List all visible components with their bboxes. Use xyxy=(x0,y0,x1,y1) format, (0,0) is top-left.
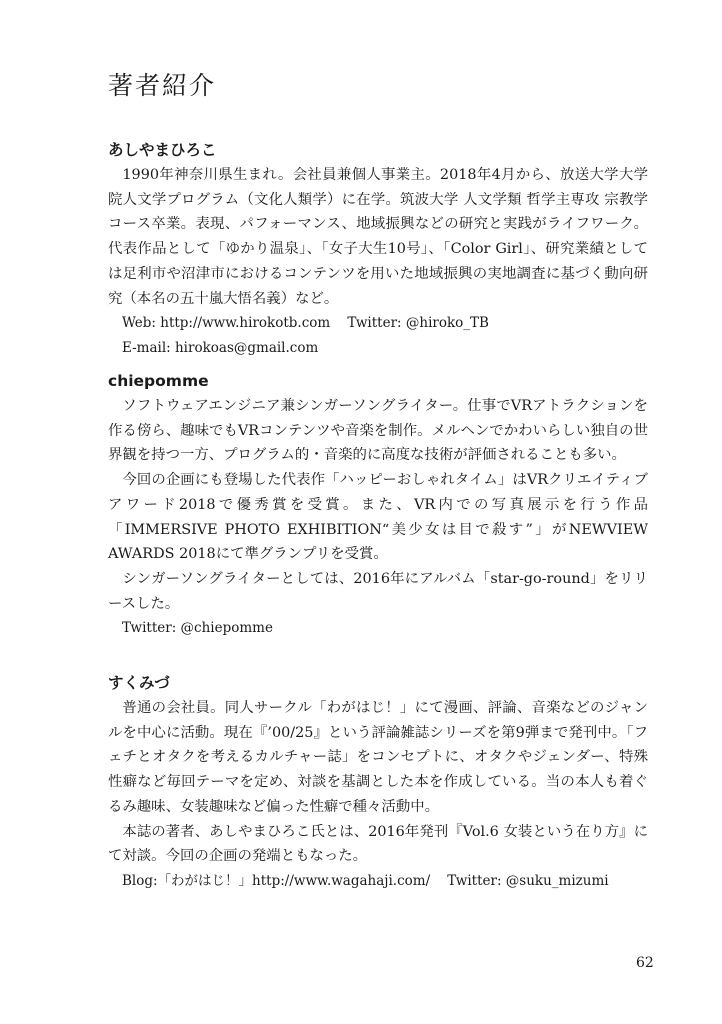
author-name: すくみづ xyxy=(108,674,170,692)
author-bio-paragraph: 普通の会社員。同人サークル「わがはじ！」にて漫画、評論、音楽などのジャンルを中心に活動。現在『’00/25』という評論雑誌シリーズを第9弾まで発刊中。「フェチとオタクを考えるカルチャー誌」をコンセプトに、オタクやジェンダー、特殊性癖など毎回テーマを定め、対談を基調とした本を作成している。当の本人も着ぐるみ趣味、女装趣味など偏った性癖で種々活動中。 xyxy=(108,700,648,815)
author-name: あしやまひろこ xyxy=(108,141,217,159)
author-contact-web-twitter: Web: http://www.hirokotb.com Twitter: @hiroko_TB xyxy=(122,315,489,332)
author-section-sukumizu xyxy=(108,670,648,894)
author-bio-paragraph: 今回の企画にも登場した代表作「ハッピーおしゃれタイム」はVRクリエイティブアワード2018で優秀賞を受賞。また、VR内での写真展示を行う作品「IMMERSIVE PHOTO EXHIBITION“美少女は目で殺す”」がNEWVIEW AWARDS 2018にて準グランプリを受賞。 xyxy=(108,472,648,563)
page-title: 著者紹介 xyxy=(108,71,217,100)
author-bio-paragraph: シンガーソングライターとしては、2016年にアルバム「star-go-round」をリリースした。 xyxy=(108,570,648,612)
page-number: 62 xyxy=(636,955,654,971)
author-bio-paragraph: ソフトウェアエンジニア兼シンガーソングライター。仕事でVRアトラクションを作る傍ら、趣味でもVRコンテンツや音楽を制作。メルヘンでかわいらしい独自の世界観を持つ一方、プログラム的・音楽的に高度な技術が評価されることも多い。 xyxy=(108,398,648,464)
author-bio-paragraph: 本誌の著者、あしやまひろこ氏とは、2016年発刊『Vol.6 女装という在り方』にて対談。今回の企画の発端ともなった。 xyxy=(108,823,648,865)
author-section-chiepomme xyxy=(108,368,648,641)
author-section-ashiyama xyxy=(108,137,648,361)
author-contact-blog-twitter: Blog:「わがはじ！」http://www.wagahaji.com/ Twitter: @suku_mizumi xyxy=(122,872,609,889)
author-bio-paragraph: 1990年神奈川県生まれ。会社員兼個人事業主。2018年4月から、放送大学大学院人文学プログラム（文化人類学）に在学。筑波大学 人文学類 哲学主専攻 宗教学コース卒業。表現、パフォーマンス、地域振興などの研究と実践がライフワーク。代表作品として「ゆかり温泉」、「女子大生10号」、「Color Girl」、研究業績としては足利市や沼津市におけるコンテンツを用いた地域振興の実地調査に基づく動向研究（本名の五十嵐大悟名義）など。 xyxy=(108,167,648,307)
author-contact-twitter: Twitter: @chiepomme xyxy=(122,620,273,637)
author-name: chiepomme xyxy=(108,372,209,390)
author-contact-email: E-mail: hirokoas@gmail.com xyxy=(122,339,319,356)
